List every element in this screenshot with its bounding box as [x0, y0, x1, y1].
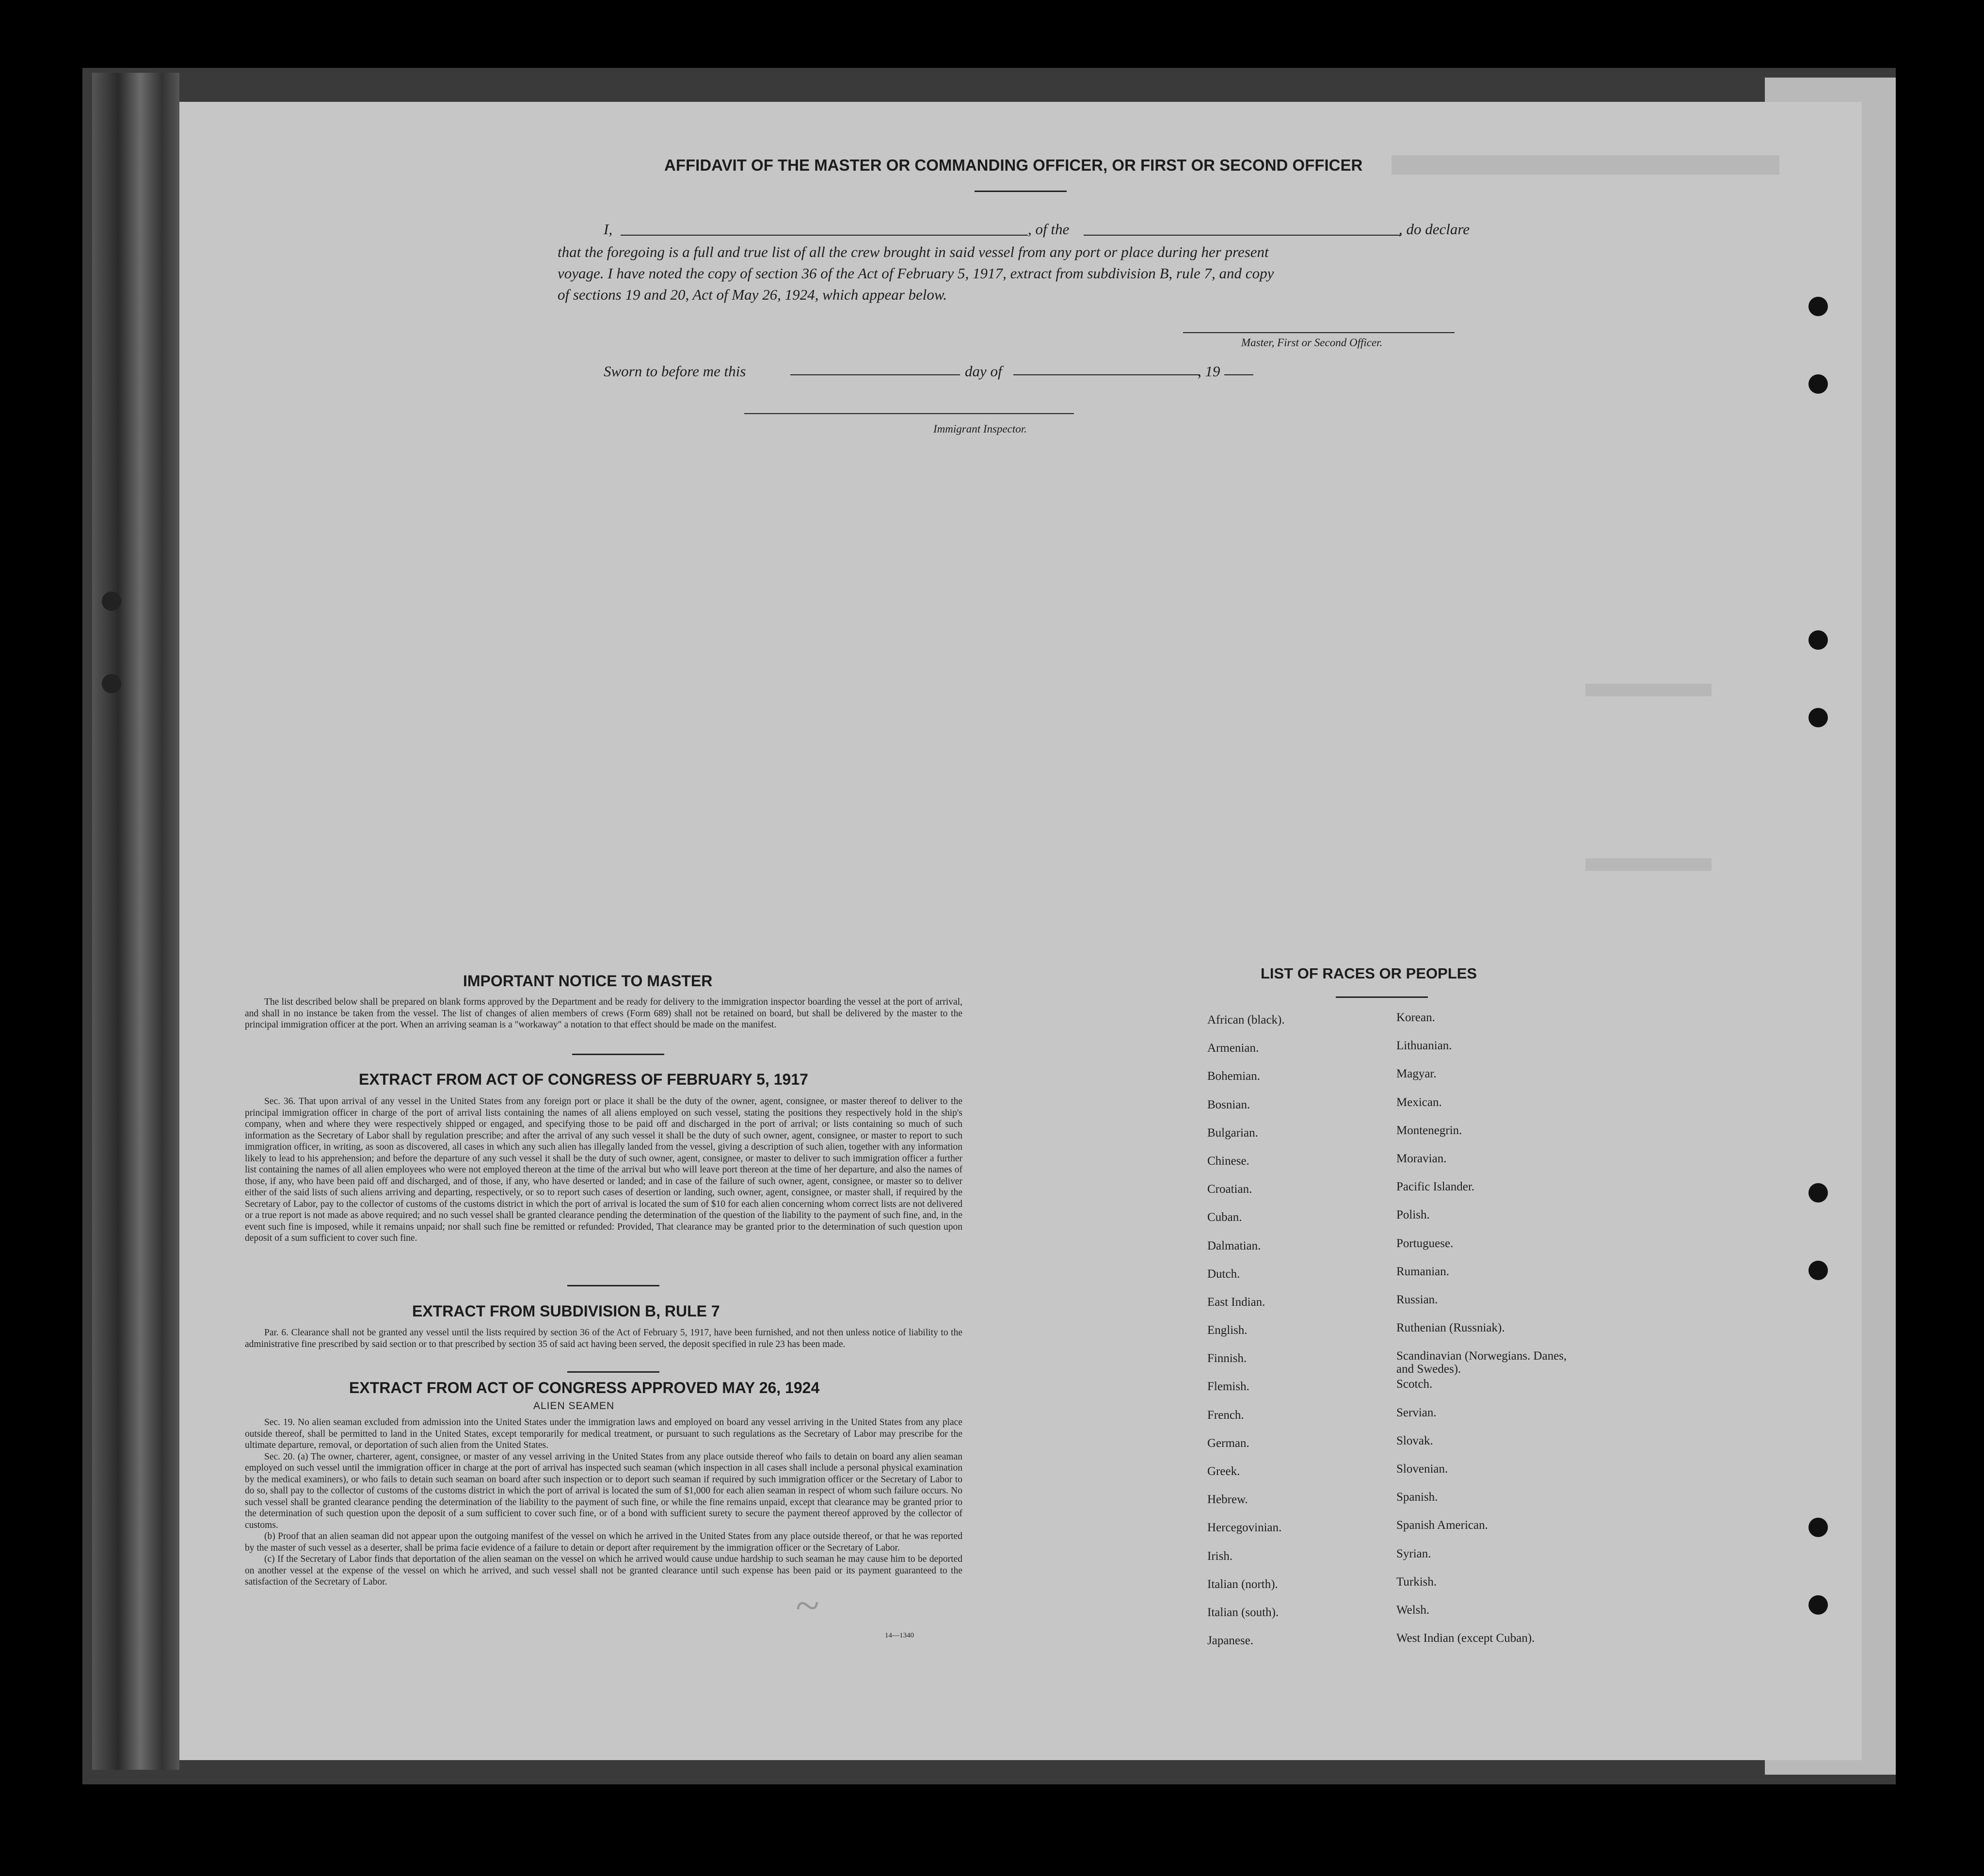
affidavit-line3: voyage. I have noted the copy of section 36 of the Act of February 5, 1917, extract from subdivision B, rule 7, and copy	[558, 265, 1274, 282]
race-item: African (black).	[1207, 1013, 1285, 1026]
race-item: Armenian.	[1207, 1042, 1259, 1055]
divider	[572, 1054, 664, 1055]
race-item: Italian (north).	[1207, 1577, 1278, 1591]
race-item: East Indian.	[1207, 1295, 1265, 1309]
race-item: Scotch.	[1396, 1378, 1433, 1391]
notice-paragraph: The list described below shall be prepared on blank forms approved by the Department and be ready for delivery to the immigration inspector boarding the vessel at the port of arrival, and shall in no instance be taken from the vessel. The list of changes of alien members of crews (Form 689) shall not be retained on board, but shall be delivered by the master to the principal immigration officer at the port. When an arriving seaman is a "workaway" a notation to that effect should be made on the manifest.	[245, 997, 962, 1030]
vessel-blank	[1084, 235, 1401, 236]
race-item: Mexican.	[1396, 1095, 1442, 1109]
binding-hole	[102, 592, 121, 611]
affidavit-do-declare: , do declare	[1399, 221, 1470, 238]
race-item: French.	[1207, 1408, 1244, 1422]
race-item: Ruthenian (Russniak).	[1396, 1321, 1505, 1335]
race-item: Dutch.	[1207, 1267, 1240, 1281]
race-item: Scandinavian (Norwegians. Danes, and Swedes).	[1396, 1349, 1567, 1376]
extract-1924-title: EXTRACT FROM ACT OF CONGRESS APPROVED MAY 26, 1924	[349, 1379, 820, 1396]
race-item: Bohemian.	[1207, 1070, 1261, 1083]
notice-title: IMPORTANT NOTICE TO MASTER	[463, 972, 713, 990]
master-caption: Master, First or Second Officer.	[1241, 337, 1383, 349]
affidavit-line2: that the foregoing is a full and true list of all the crew brought in said vessel from any port or place during her present	[558, 243, 1269, 260]
divider	[1336, 996, 1428, 998]
race-item: Finnish.	[1207, 1352, 1247, 1365]
race-item: Slovenian.	[1396, 1462, 1448, 1475]
punch-hole	[1808, 374, 1828, 394]
race-item: Bulgarian.	[1207, 1126, 1258, 1139]
alien-seamen-subtitle: ALIEN SEAMEN	[533, 1400, 615, 1411]
extract-rule7-body	[245, 1327, 962, 1350]
pencil-signature: ~	[795, 1582, 819, 1630]
race-item: Italian (south).	[1207, 1605, 1279, 1619]
races-column-2	[1396, 1011, 1600, 1660]
punch-hole	[1808, 1261, 1828, 1280]
sec36-paragraph: Sec. 36. That upon arrival of any vessel in the United States from any foreign port or place it shall be the duty of the owner, agent, consignee, or master thereof to deliver to the principal immigration officer in charge of the port of arrival lists containing the names of all aliens employed on such vessel, stating the positions they respectively hold in the ship's company, when and where they were respectively shipped or engaged, and specifying those to be paid off and discharged in the port of arrival; or lists containing so much of such information as the Secretary of Labor shall by regulation prescribe; and after the arrival of any such vessel it shall be the duty of such owner, agent, consignee, or master to report to such immigration officer, in writing, as soon as discovered, all cases in which any such alien has illegally landed from the vessel, giving a description of such alien, together with any information likely to lead to his apprehension; and before the departure of any such vessel it shall be the duty of such owner, agent, consignee, or master to deliver to such immigration officer a further list containing the names of all alien employees who were not employed thereon at the time of the arrival but who will leave port thereon at the time of her departure, and also the names of those, if any, who have been paid off and discharged, and of those, if any, who have deserted or landed; and in case of the failure of such owner, agent, consignee, or master so to deliver either of the said lists of such aliens arriving and departing, respectively, or so to report such cases of desertion or landing, such owner, agent, consignee, or master shall, if required by the Secretary of Labor, pay to the collector of customs of the customs district in which the port of arrival is located the sum of $10 for each alien concerning whom correct lists are not delivered or a true report is not made as above required; and no such vessel shall be granted clearance pending the determination of the question of the liability to the payment of such fine, and, in the event such fine is imposed, while it remains unpaid; nor shall such fine be remitted or refunded: Provided, That clearance may be granted prior to the determination of such question upon deposit of a sum sufficient to cover such fine.	[245, 1096, 962, 1243]
extract-1917-body	[245, 1096, 962, 1244]
race-item: Moravian.	[1396, 1152, 1447, 1165]
race-item: Korean.	[1396, 1011, 1435, 1024]
races-title: LIST OF RACES OR PEOPLES	[1261, 965, 1477, 982]
race-item: Rumanian.	[1396, 1265, 1450, 1278]
extract-1924-body	[245, 1417, 962, 1588]
inspector-caption: Immigrant Inspector.	[933, 423, 1027, 435]
notice-body	[245, 996, 962, 1031]
race-item: Spanish.	[1396, 1491, 1438, 1504]
punch-hole	[1808, 297, 1828, 316]
race-item: Pacific Islander.	[1396, 1180, 1475, 1194]
extract-1917-title: EXTRACT FROM ACT OF CONGRESS OF FEBRUARY 5, 1917	[359, 1071, 808, 1088]
name-blank	[621, 235, 1028, 236]
punch-hole	[1808, 1183, 1828, 1203]
race-item: Slovak.	[1396, 1434, 1433, 1447]
bleed-through	[1585, 684, 1712, 696]
sec20a-paragraph: Sec. 20. (a) The owner, charterer, agent, consignee, or master of any vessel arriving in the United States from any place outside thereof who fails to detain on board any alien seaman employed on such vessel until the immigration officer in charge at the port of arrival has inspected such seaman (which inspection in all cases shall include a personal physical examination by the medical examiners), or who fails to detain such seaman on board after such inspection or to deport such seaman if required by such immigration officer or the Secretary of Labor to do so, shall pay to the collector of customs of the customs district in which the port of arrival is located the sum of $1,000 for each alien seaman in respect of whom such failure occurs. No such vessel shall be granted clearance pending the determination of the liability to the payment of such fine, or while the fine remains unpaid, except that clearance may be granted prior to the determination of such question upon the deposit of a sum sufficient to cover such fine, or of a bond with sufficient surety to secure the payment thereof approved by the collector of customs.	[245, 1451, 962, 1530]
sec19-paragraph: Sec. 19. No alien seaman excluded from admission into the United States under the immigration laws and employed on board any vessel arriving in the United States from any place outside thereof, shall be permitted to land in the United States, except temporarily for medical treatment, or pursuant to such regulations as the Secretary of Labor may prescribe for the ultimate departure, removal, or deportation of such alien from the United States.	[245, 1417, 962, 1450]
year-blank	[1224, 374, 1253, 375]
sec20c-paragraph: (c) If the Secretary of Labor finds that deportation of the alien seaman on the vessel on which he arrived would cause undue hardship to such seaman he may cause him to be deported on another vessel at the expense of the vessel on which he arrived, and such vessel shall not be granted clearance until such expense has been paid or its payment guaranteed to the satisfaction of the Secretary of Labor.	[245, 1554, 962, 1587]
race-item: Chinese.	[1207, 1154, 1249, 1168]
race-item: Magyar.	[1396, 1067, 1437, 1081]
bleed-through	[1392, 155, 1779, 175]
binding-hole	[102, 674, 121, 693]
races-column-1	[1207, 1013, 1285, 1662]
extract-rule7-title: EXTRACT FROM SUBDIVISION B, RULE 7	[412, 1302, 720, 1320]
race-item: Croatian.	[1207, 1183, 1252, 1196]
punch-hole	[1808, 1595, 1828, 1615]
race-item: Russian.	[1396, 1293, 1438, 1306]
book-binding	[92, 73, 179, 1770]
master-signature-line	[1183, 332, 1455, 333]
sec20b-paragraph: (b) Proof that an alien seaman did not appear upon the outgoing manifest of the vessel on which he arrived in the United States from any place outside thereof, or that he was reported by the master of such vessel as a deserter, shall be prima facie evidence of a failure to detain or deport after requirement by the immigration officer or the Secretary of Labor.	[245, 1531, 962, 1553]
year-text: , 19	[1198, 363, 1220, 380]
race-item: English.	[1207, 1324, 1248, 1337]
punch-hole	[1808, 630, 1828, 650]
race-item: Hercegovinian.	[1207, 1521, 1282, 1535]
race-item: Cuban.	[1207, 1211, 1242, 1224]
race-item: Montenegrin.	[1396, 1123, 1462, 1137]
divider	[975, 191, 1067, 192]
sworn-text: Sworn to before me this	[604, 363, 746, 380]
race-item: Japanese.	[1207, 1634, 1254, 1648]
race-item: Polish.	[1396, 1208, 1430, 1222]
race-item: Irish.	[1207, 1549, 1233, 1563]
race-item: Turkish.	[1396, 1575, 1437, 1588]
punch-hole	[1808, 1518, 1828, 1537]
race-item: Dalmatian.	[1207, 1239, 1261, 1252]
divider	[567, 1371, 659, 1373]
race-item: Greek.	[1207, 1465, 1240, 1478]
month-blank	[1013, 374, 1200, 375]
race-item: Servian.	[1396, 1406, 1437, 1419]
race-item: Syrian.	[1396, 1547, 1431, 1560]
day-of-text: day of	[965, 363, 1002, 380]
divider	[567, 1285, 659, 1286]
affidavit-title: AFFIDAVIT OF THE MASTER OR COMMANDING OFFICER, OR FIRST OR SECOND OFFICER	[664, 156, 1363, 174]
race-item: German.	[1207, 1436, 1249, 1450]
form-number: 14—1340	[885, 1632, 914, 1639]
day-blank	[790, 374, 960, 375]
par6-paragraph: Par. 6. Clearance shall not be granted any vessel until the lists required by section 36 of the Act of February 5, 1917, have been furnished, and not then unless notice of liability to the administrative fine prescribed by said section or to that prescribed by section 35 of said act having been served, the deposit specified in rule 23 has been made.	[245, 1328, 962, 1349]
race-item: Spanish American.	[1396, 1519, 1488, 1532]
race-item: Lithuanian.	[1396, 1039, 1452, 1053]
bleed-through	[1585, 858, 1712, 871]
race-item: Portuguese.	[1396, 1236, 1454, 1250]
race-item: West Indian (except Cuban).	[1396, 1632, 1535, 1645]
affidavit-i: I,	[604, 221, 613, 238]
affidavit-line4: of sections 19 and 20, Act of May 26, 1924, which appear below.	[558, 286, 947, 303]
race-item: Flemish.	[1207, 1380, 1249, 1394]
affidavit-of-the: , of the	[1028, 221, 1070, 238]
punch-hole	[1808, 708, 1828, 727]
race-item: Welsh.	[1396, 1603, 1430, 1617]
inspector-signature-line	[744, 413, 1074, 414]
race-item: Bosnian.	[1207, 1098, 1250, 1111]
race-item: Hebrew.	[1207, 1493, 1248, 1507]
